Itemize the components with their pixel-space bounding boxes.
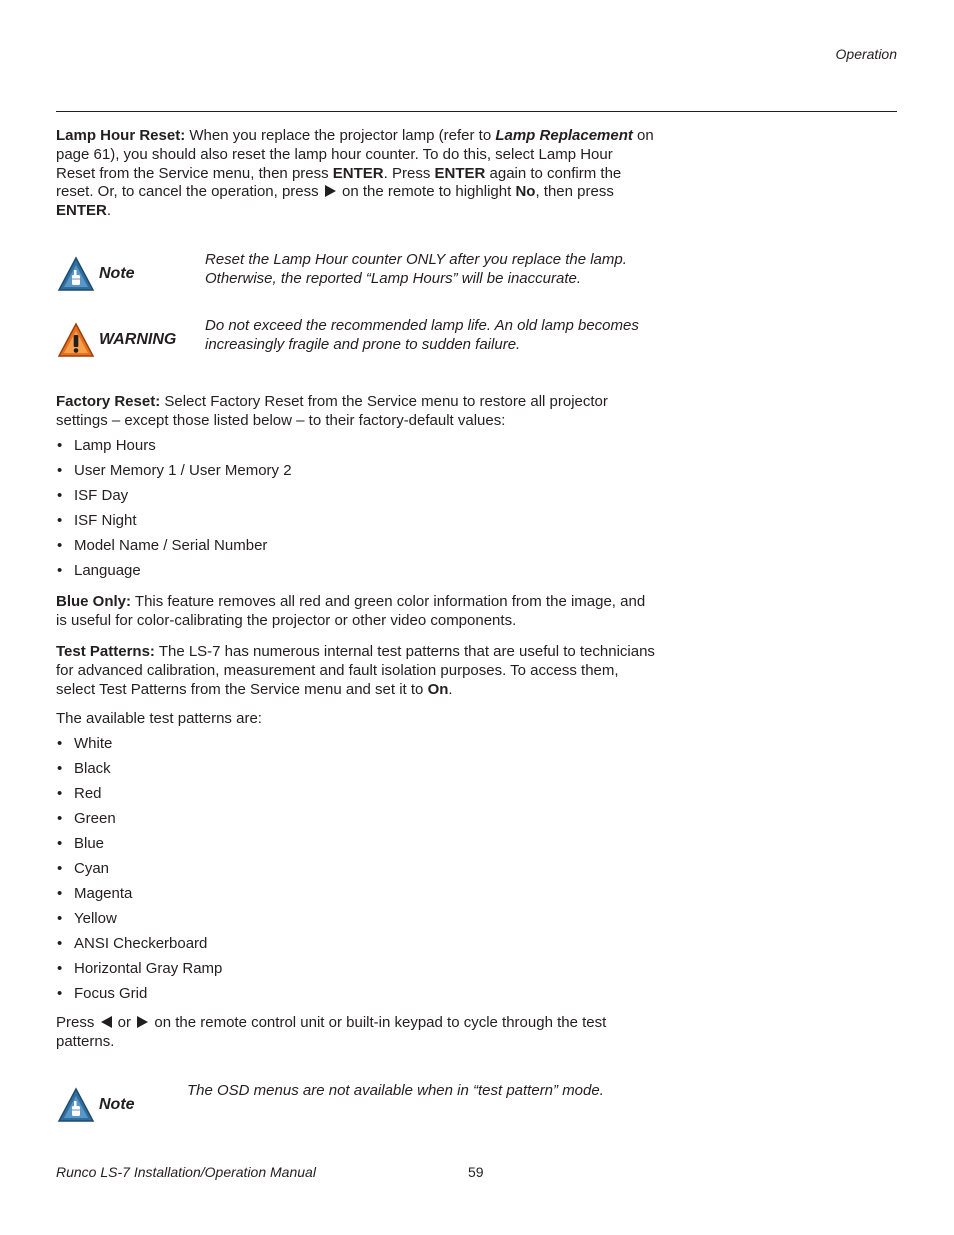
list-item: • Green — [56, 809, 222, 834]
test-patterns-label: Test Patterns: — [56, 643, 155, 660]
list-item: • ANSI Checkerboard — [56, 934, 222, 959]
test-patterns-paragraph — [56, 643, 656, 699]
note-text-line: Otherwise, the reported “Lamp Hours” will be inaccurate. — [205, 270, 581, 287]
warning-text-line: increasingly fragile and prone to sudden failure. — [205, 336, 521, 353]
blue-only-paragraph — [56, 593, 656, 631]
text-run: on page 61), you should also reset the lamp hour counter. To do this, select Lamp Hour Reset from the Service menu, then press — [56, 127, 654, 182]
available-patterns-intro: The available test patterns are: — [56, 710, 262, 727]
no-option: No — [515, 183, 536, 201]
warning-icon — [57, 322, 95, 358]
footer-manual-title: Runco LS-7 Installation/Operation Manual — [56, 1164, 316, 1180]
lamp-hour-reset-paragraph — [56, 127, 656, 221]
note-text-line: Reset the Lamp Hour counter ONLY after you replace the lamp. — [205, 251, 627, 268]
page-number: 59 — [468, 1164, 484, 1180]
list-item: • Focus Grid — [56, 984, 222, 1009]
test-patterns-list — [56, 734, 222, 1009]
text-run: on the remote to highlight — [337, 183, 516, 201]
note-callout — [205, 250, 675, 288]
right-arrow-icon — [137, 1016, 148, 1028]
text-run: When you replace the projector lamp (refer to — [185, 127, 496, 144]
list-item: • ISF Night — [56, 511, 292, 536]
lamp-hour-reset-label: Lamp Hour Reset: — [56, 127, 186, 144]
text-run: again to confirm the reset. Or, to cancel the operation, press — [56, 164, 622, 201]
list-item: • User Memory 1 / User Memory 2 — [56, 461, 292, 486]
list-item: • Blue — [56, 834, 222, 859]
note-icon — [57, 256, 95, 292]
right-arrow-icon — [325, 185, 336, 197]
list-item: • ISF Day — [56, 486, 292, 511]
list-item: • Black — [56, 759, 222, 784]
note-label: Note — [99, 265, 135, 282]
left-arrow-icon — [101, 1016, 112, 1028]
list-item: • Cyan — [56, 859, 222, 884]
factory-reset-exceptions-list — [56, 436, 292, 586]
blue-only-label: Blue Only: — [56, 593, 132, 610]
note-callout — [187, 1081, 687, 1100]
text-run: , then press — [535, 183, 614, 201]
enter-key: ENTER — [434, 164, 486, 182]
cycle-patterns-paragraph — [56, 1014, 656, 1052]
warning-text-line: Do not exceed the recommended lamp life. An old lamp becomes — [205, 317, 639, 334]
lamp-replacement-ref: Lamp Replacement — [495, 127, 633, 144]
header-rule — [56, 111, 897, 112]
list-item: • Model Name / Serial Number — [56, 536, 292, 561]
list-item: • White — [56, 734, 222, 759]
list-item: • Horizontal Gray Ramp — [56, 959, 222, 984]
note-text-line: The OSD menus are not available when in “test pattern” mode. — [187, 1082, 604, 1099]
text-run: . — [106, 202, 112, 220]
enter-key: ENTER — [56, 202, 107, 220]
text-run: Select Factory Reset from the Service menu to restore all projector settings – except those listed below – to their factory-default values: — [56, 393, 608, 429]
on-option: On — [427, 680, 449, 698]
list-item: • Red — [56, 784, 222, 809]
list-item: • Yellow — [56, 909, 222, 934]
list-item: • Magenta — [56, 884, 222, 909]
text-run: . Press — [383, 164, 435, 182]
list-item: • Language — [56, 561, 292, 586]
text-run: . — [448, 680, 453, 698]
text-run: on the remote control unit or built-in keypad to cycle through the test patterns. — [56, 1014, 607, 1050]
running-header: Operation — [835, 46, 897, 62]
factory-reset-paragraph — [56, 393, 656, 431]
text-run: The LS-7 has numerous internal test patterns that are useful to technicians for advanced calibration, measurement and fault isolation purposes. To access them, select Test Patterns from the Service menu and set it to — [56, 643, 655, 698]
note-icon — [57, 1087, 95, 1123]
factory-reset-label: Factory Reset: — [56, 393, 161, 410]
enter-key: ENTER — [332, 164, 384, 182]
note-label: Note — [99, 1096, 135, 1113]
list-item: • Lamp Hours — [56, 436, 292, 461]
warning-callout — [205, 316, 675, 354]
text-run: This feature removes all red and green color information from the image, and is useful for color-calibrating the projector or other video components. — [56, 593, 646, 629]
text-run: Press — [56, 1014, 99, 1031]
warning-label: WARNING — [99, 331, 177, 348]
text-run: or — [113, 1014, 136, 1031]
